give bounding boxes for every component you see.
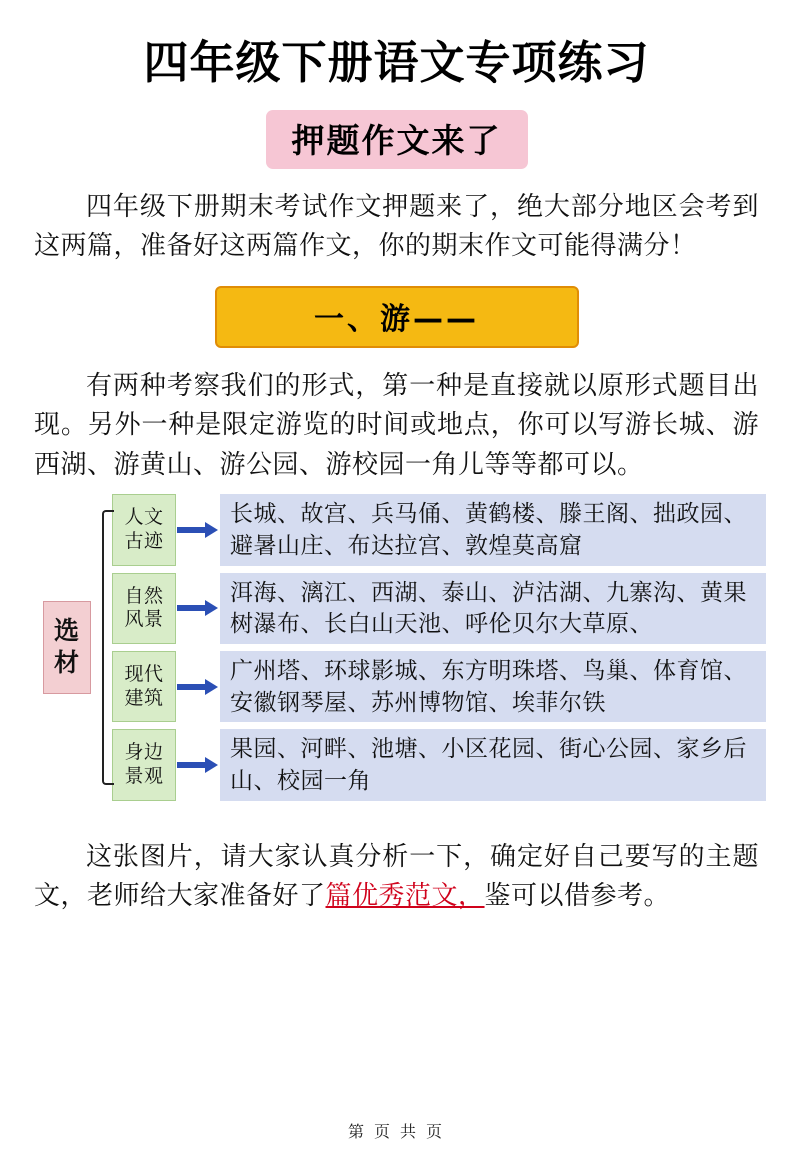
diagram-items-box: 果园、河畔、池塘、小区花园、街心公园、家乡后山、校园一角 [220,729,766,800]
diagram-category-box [112,729,176,800]
selection-material-diagram [36,494,766,801]
diagram-row [112,729,766,800]
category-label-line1: 人文 [124,507,164,529]
diagram-category-box [112,651,176,722]
subtitle-container [28,110,765,169]
arrow-right-icon [176,494,220,565]
diagram-row [112,573,766,644]
arrow-right-icon [176,651,220,722]
subtitle-badge: 押题作文来了 [266,110,528,169]
diagram-category-box [112,573,176,644]
diagram-items-box: 广州塔、环球影城、东方明珠塔、鸟巢、体育馆、安徽钢琴屋、苏州博物馆、埃菲尔铁 [220,651,766,722]
arrow-right-icon [176,573,220,644]
diagram-brace [98,494,112,801]
category-label-line2: 古迹 [124,530,164,552]
category-label-line1: 自然 [124,585,164,607]
diagram-row [112,494,766,565]
closing-text-part1: 这张图片，请大家认真分析一下，确定好自己要写的主题文，老师给大家准备好了 [34,841,759,911]
page-footer: 第 页 共 页 [347,1124,445,1141]
diagram-row [112,651,766,722]
diagram-rows [112,494,766,801]
arrow-right-icon [176,729,220,800]
diagram-items-box: 长城、故宫、兵马俑、黄鹤楼、滕王阁、拙政园、避暑山庄、布达拉宫、敦煌莫高窟 [220,494,766,565]
document-page [0,38,793,1160]
section-intro-paragraph: 有两种考察我们的形式，第一种是直接就以原形式题目出现。另外一种是限定游览的时间或地点，你可以写游长城、游西湖、游黄山、游公园、游校园一角儿等等都可以。 [34,370,759,479]
closing-highlight: 篇优秀范文， [325,881,485,911]
page-title: 四年级下册语文专项练习 [143,36,650,89]
section-banner-container [28,286,765,348]
section-banner: 一、游—— [215,286,579,348]
category-label-line1: 现代 [124,664,164,685]
diagram-root-container [36,494,98,801]
closing-text-part2: 鉴可以借参考。 [484,881,671,911]
diagram-root-box: 选材 [43,601,91,694]
diagram-items-box: 洱海、漓江、西湖、泰山、泸沽湖、九寨沟、黄果树瀑布、长白山天池、呼伦贝尔大草原、 [220,573,766,644]
closing-paragraph [34,837,759,916]
intro-paragraph: 四年级下册期末考试作文押题来了，绝大部分地区会考到这两篇，准备好这两篇作文，你的期末作文可能得满分！ [34,191,759,261]
category-label-line2: 建筑 [124,687,164,709]
category-label-line1: 身边 [124,742,164,764]
category-label-line2: 景观 [124,766,164,788]
category-label-line2: 风景 [124,609,164,631]
diagram-category-box [112,494,176,565]
